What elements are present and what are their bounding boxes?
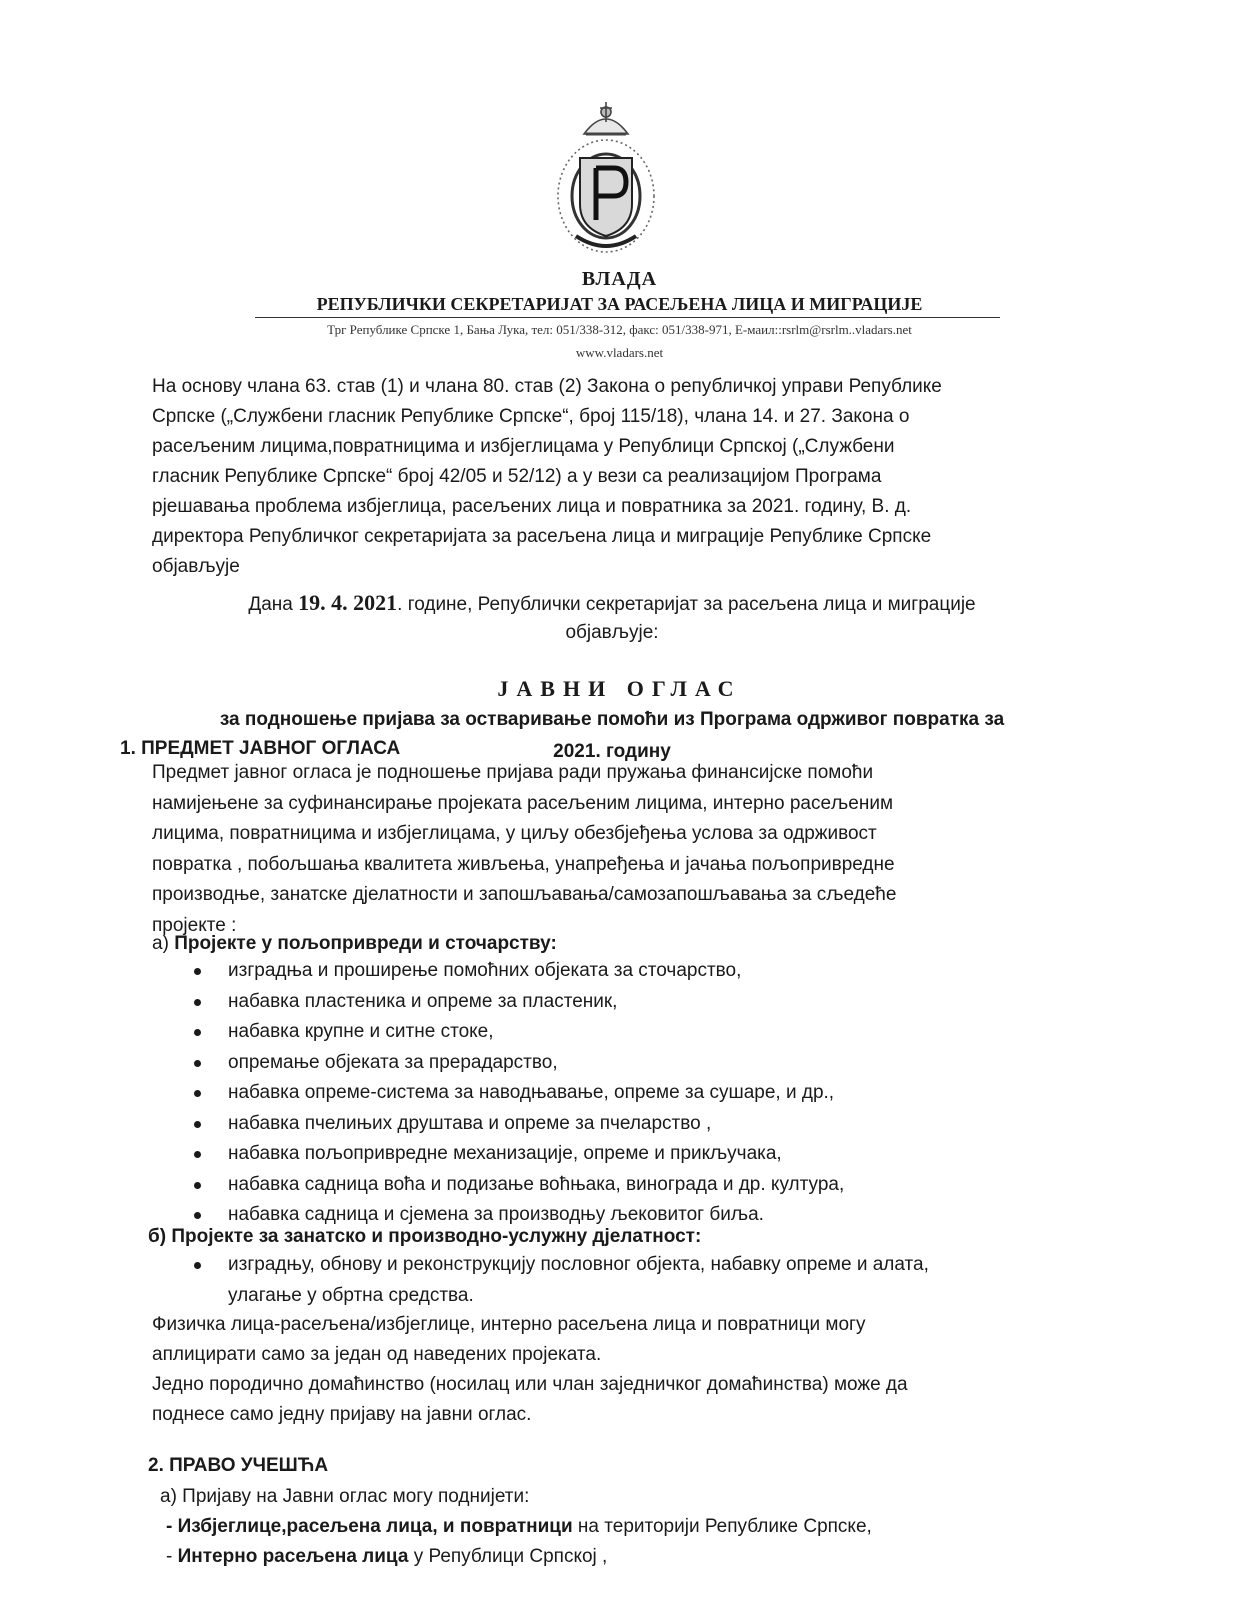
date-suffix: . године, Републички секретаријат за расељена лица и миграције bbox=[397, 594, 976, 615]
list-item-text: набавка пчелињих друштава и опреме за пчеларство , bbox=[228, 1112, 712, 1134]
section1-line: Предмет јавног огласа је подношење пријава ради пружања финансијске помоћи bbox=[152, 762, 874, 783]
bullet-icon bbox=[194, 999, 201, 1006]
item-bold: Интерно расељена лица bbox=[177, 1546, 409, 1567]
bullet-icon bbox=[194, 968, 201, 975]
sub-b-list bbox=[190, 1250, 929, 1311]
list-item-text: набавка садница и сјемена за производњу љековитог биља. bbox=[228, 1204, 764, 1225]
header-divider bbox=[255, 317, 1000, 318]
intro-line: рјешавања проблема избјеглица, расељених лица и повратника за 2021. годину, В. д. bbox=[152, 496, 912, 517]
list-item bbox=[190, 1139, 844, 1170]
coat-of-arms-emblem-icon bbox=[546, 96, 666, 264]
note-line: аплицирати само за један од наведених пројеката. bbox=[152, 1344, 602, 1365]
section1-paragraph bbox=[152, 758, 1072, 941]
date-prefix: Дана bbox=[248, 594, 293, 615]
bullet-icon bbox=[194, 1060, 201, 1067]
note-line: Физичка лица-расељена/избјеглице, интерно расељена лица и повратници могу bbox=[152, 1314, 866, 1335]
website-link[interactable]: www.vladars.net bbox=[575, 345, 664, 360]
intro-line: гласник Републике Српске“ број 42/05 и 52/12) а у вези са реализацијом Програма bbox=[152, 466, 882, 487]
item-prefix: - bbox=[166, 1546, 178, 1567]
section1-heading: 1. ПРЕДМЕТ ЈАВНОГ ОГЛАСА bbox=[120, 738, 401, 759]
bullet-icon bbox=[194, 1029, 201, 1036]
government-title: ВЛАДА bbox=[581, 268, 658, 290]
sub-a-heading bbox=[152, 933, 557, 955]
secretariat-name: РЕПУБЛИЧКИ СЕКРЕТАРИЈАТ ЗА РАСЕЉЕНА ЛИЦА И МИГРАЦИЈЕ bbox=[316, 294, 923, 314]
list-item bbox=[190, 1048, 844, 1079]
intro-line: На основу члана 63. став (1) и члана 80. став (2) Закона о републичкој управи Републике bbox=[152, 376, 942, 397]
intro-paragraph bbox=[152, 372, 1072, 582]
date-line bbox=[152, 588, 1072, 620]
list-item-text: изградњу, обнову и реконструкцију пословног објекта, набавку опреме и алата, bbox=[228, 1254, 929, 1275]
list-item-text: набавка пољопривредне механизације, опреме и прикључака, bbox=[228, 1143, 782, 1164]
note-line: поднесе само једну пријаву на јавни оглас. bbox=[152, 1404, 532, 1425]
subtitle-line: 2021. годину bbox=[553, 741, 671, 762]
section2-sub-a: а) Пријаву на Јавни оглас могу поднијети: bbox=[160, 1486, 530, 1507]
publishes-line: објављује: bbox=[565, 622, 659, 643]
list-item bbox=[190, 1170, 844, 1201]
intro-line: Српске („Службени гласник Републике Српске“, број 115/18), члана 14. и 27. Закона о bbox=[152, 406, 910, 427]
sub-b-heading: б) Пројекте за занатско и производно-услужну дјелатност: bbox=[148, 1226, 702, 1247]
section2-heading: 2. ПРАВО УЧЕШЋА bbox=[148, 1455, 329, 1476]
bullet-icon bbox=[194, 1212, 201, 1219]
section1-line: намијењене за суфинансирање пројеката расељеним лицима, интерно расељеним bbox=[152, 792, 893, 814]
announcement-title: ЈАВНИ ОГЛАС bbox=[497, 676, 742, 701]
note-paragraph-1 bbox=[152, 1310, 1072, 1370]
bullet-icon bbox=[194, 1182, 201, 1189]
list-item-text: набавка крупне и ситне стоке, bbox=[228, 1021, 494, 1042]
list-item bbox=[190, 1017, 844, 1048]
section1-line: пројекте : bbox=[152, 914, 237, 936]
bullet-icon bbox=[194, 1151, 201, 1158]
intro-line: објављује bbox=[152, 556, 240, 577]
section1-line: повратка , побољшања квалитета живљења, унапређења и јачања пољопривредне bbox=[152, 853, 895, 875]
announcement-date: 19. 4. 2021 bbox=[298, 590, 398, 615]
subtitle-line: за подношење пријава за остваривање помоћи из Програма одрживог повратка за bbox=[219, 709, 1005, 730]
item-rest: у Републици Српској , bbox=[408, 1546, 608, 1567]
list-item-text: опремање објеката за прерадарство, bbox=[228, 1051, 558, 1073]
bullet-icon bbox=[194, 1262, 201, 1269]
list-item-text: набавка опреме-система за наводњавање, опреме за сушаре, и др., bbox=[228, 1082, 835, 1103]
item-rest: на територији Републике Српске, bbox=[572, 1516, 872, 1537]
list-item bbox=[190, 1250, 929, 1281]
bullet-icon bbox=[194, 1121, 201, 1128]
note-paragraph-2 bbox=[152, 1370, 1072, 1430]
bullet-icon bbox=[194, 1090, 201, 1097]
intro-line: директора Републичког секретаријата за расељена лица и миграције Републике Српске bbox=[152, 526, 932, 547]
item-bold: - Избјеглице,расељена лица, и повратници bbox=[166, 1516, 573, 1537]
list-item-text: набавка садница воћа и подизање воћњака, винограда и др. култура, bbox=[228, 1173, 845, 1195]
sub-a-list bbox=[190, 956, 844, 1231]
intro-line: расељеним лицима,повратницима и избјеглицама у Републици Српској („Службени bbox=[152, 436, 895, 457]
sub-a-prefix: а) bbox=[152, 933, 169, 954]
contact-address: Трг Републике Српске 1, Бања Лука, тел: 051/338-312, факс: 051/338-971, Е-маил::rsrlm@rsrlm..vladars.net bbox=[327, 322, 912, 337]
list-item-text: набавка пластеника и опреме за пластеник, bbox=[228, 990, 618, 1012]
section1-line: производње, занатске дјелатности и запошљавања/самозапошљавања за сљедеће bbox=[152, 884, 897, 905]
list-item bbox=[190, 1109, 844, 1140]
sub-a-title: Пројекте у пољопривреди и сточарству: bbox=[174, 933, 557, 954]
list-item bbox=[190, 987, 844, 1018]
section1-line: лицима, повратницима и избјеглицама, у циљу обезбјеђења услова за одрживост bbox=[152, 823, 877, 844]
list-item-text: улагање у обртна средства. bbox=[228, 1284, 474, 1306]
list-item bbox=[190, 1078, 844, 1109]
section2-item-2 bbox=[166, 1546, 607, 1568]
note-line: Једно породично домаћинство (носилац или члан заједничког домаћинства) може да bbox=[152, 1374, 908, 1395]
section2-item-1 bbox=[166, 1516, 872, 1538]
list-item bbox=[190, 1281, 929, 1312]
list-item-text: изградња и проширење помоћних објеката за сточарство, bbox=[228, 960, 742, 981]
list-item bbox=[190, 956, 844, 987]
